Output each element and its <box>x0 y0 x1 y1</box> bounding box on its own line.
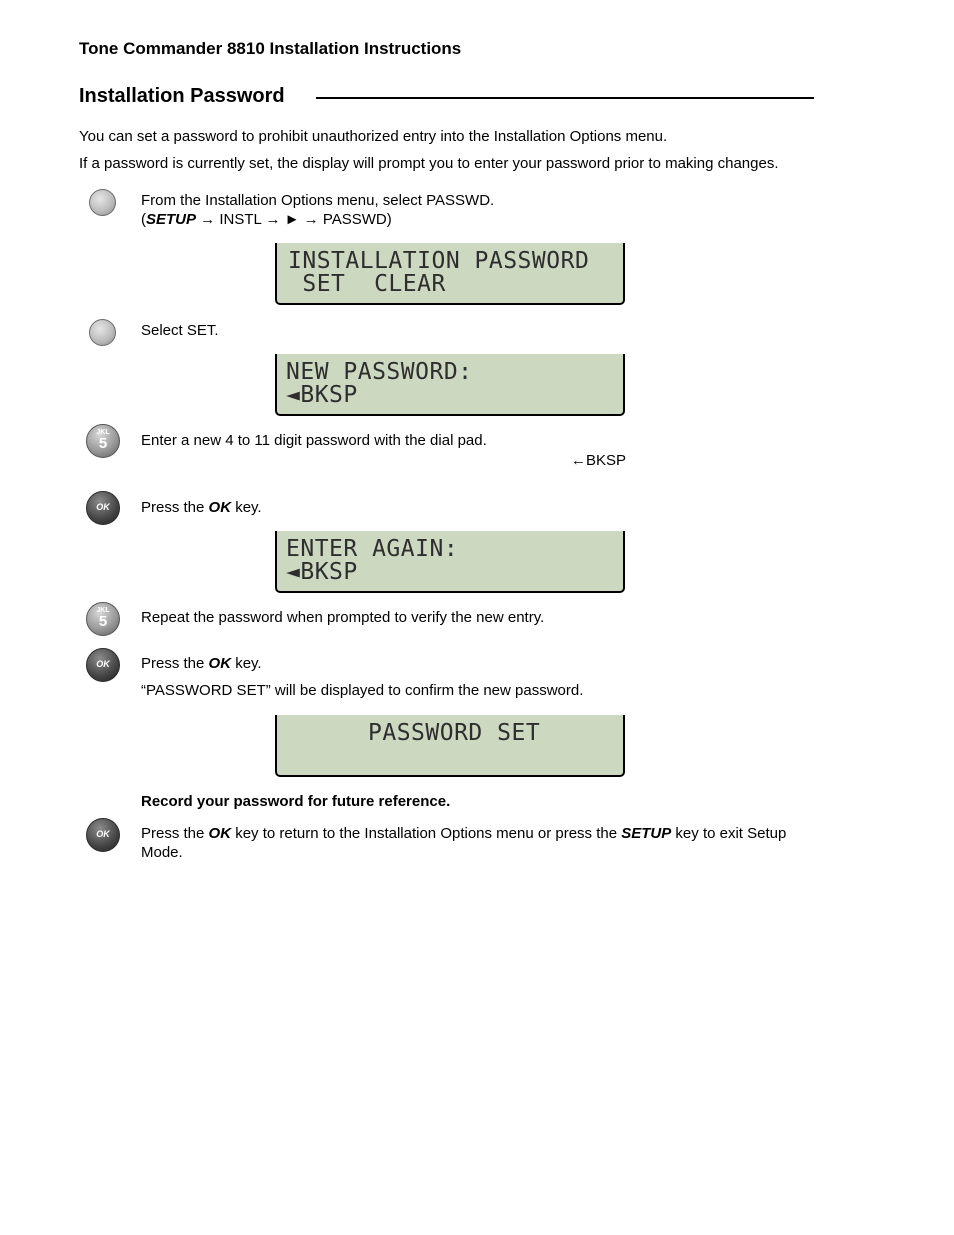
lcd-line-1: PASSWORD SET <box>368 720 541 746</box>
lcd-line-2: ◄BKSP <box>286 382 358 408</box>
lcd-display-enter-again <box>275 531 625 593</box>
record-password-note: Record your password for future reference. <box>141 793 451 810</box>
section-title: Installation Password <box>79 85 285 107</box>
setup-key-label: SETUP <box>146 211 197 228</box>
step-7-line-2: Mode. <box>141 844 183 861</box>
lcd-line-1: ENTER AGAIN: <box>286 536 459 562</box>
step-2-text: Select SET. <box>141 322 219 339</box>
lcd-line-1: NEW PASSWORD: <box>286 359 473 385</box>
lcd-line-1: INSTALLATION PASSWORD <box>288 248 590 274</box>
lcd-display-installation-password <box>275 243 625 305</box>
setup-key-label: SETUP <box>621 825 672 842</box>
step-1-text <box>141 191 494 229</box>
navigation-button-icon <box>89 189 116 216</box>
ok-key-label: OK <box>208 825 232 842</box>
intro-line-1: You can set a password to prohibit unauthorized entry into the Installation Options menu. <box>79 128 668 145</box>
lcd-line-2: ◄BKSP <box>286 559 358 585</box>
step-3-text: Enter a new 4 to 11 digit password with the dial pad. <box>141 432 487 449</box>
step-5-text: Repeat the password when prompted to verify the new entry. <box>141 609 545 626</box>
navigation-button-icon <box>89 319 116 346</box>
step-4-text: Press the OK key. <box>141 499 262 516</box>
document-title: Tone Commander 8810 Installation Instructions <box>79 39 462 58</box>
step-7-line-1: Press the OK key to return to the Installation Options menu or press the SETUP key to exit Setup <box>141 825 787 842</box>
section-rule <box>316 97 814 99</box>
step-7-text <box>141 824 831 862</box>
step-6-note: “PASSWORD SET” will be displayed to confirm the new password. <box>141 682 584 699</box>
lcd-line-2: SET CLEAR <box>288 271 446 297</box>
step-6-text: Press the OK key. <box>141 655 262 672</box>
lcd-display-password-set <box>275 715 625 777</box>
step-1-line-1: From the Installation Options menu, select PASSWD. <box>141 192 495 209</box>
dial-pad-key-5-icon: JKL 5 <box>86 424 120 458</box>
lcd-display-new-password <box>275 354 625 416</box>
ok-key-label: OK <box>208 655 232 672</box>
bksp-note: ←BKSP <box>571 452 627 469</box>
ok-key-icon: OK <box>86 491 120 525</box>
ok-key-icon: OK <box>86 818 120 852</box>
ok-key-label: OK <box>208 499 232 516</box>
step-1-line-2: (SETUP → INSTL → ► → PASSWD) <box>141 211 392 228</box>
ok-key-icon: OK <box>86 648 120 682</box>
intro-line-2: If a password is currently set, the display will prompt you to enter your password prior to making changes. <box>79 155 779 172</box>
dial-pad-key-5-icon: JKL 5 <box>86 602 120 636</box>
